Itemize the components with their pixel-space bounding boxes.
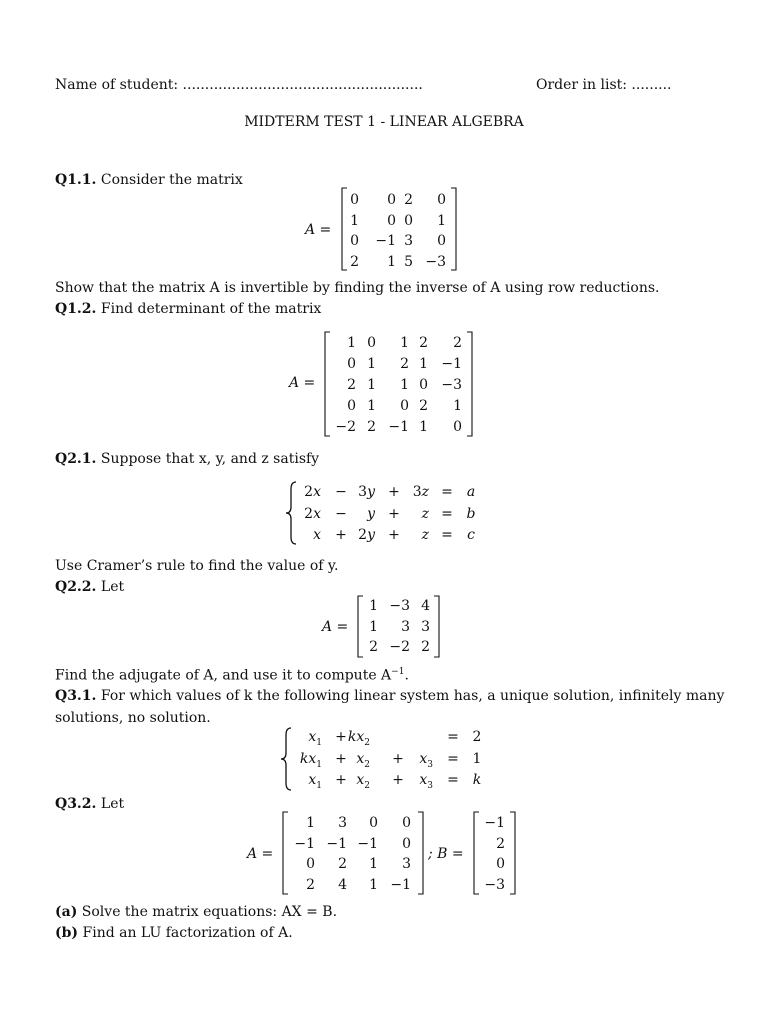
matrix-cell: 1 [419, 419, 428, 435]
matrix-cell: 2 [369, 639, 378, 655]
vector-cell: 2 [496, 835, 505, 852]
q2-2-inverse-exponent: −1 [391, 667, 405, 677]
matrix-cell: 1 [347, 335, 356, 351]
q1-1-instruction: Show that the matrix A is invertible by finding the inverse of A using row reductions. [55, 280, 660, 296]
system-term: 1 [472, 750, 482, 767]
matrix-cell: 0 [402, 815, 411, 831]
matrix-cell: 2 [453, 335, 462, 351]
vector-cell: 0 [496, 856, 505, 872]
system-term: 2y [358, 527, 375, 543]
matrix-cell: 3 [421, 618, 430, 635]
matrix-cell: 2 [367, 419, 376, 435]
matrix-cell: 0 [306, 856, 315, 872]
system-term: + [335, 772, 347, 788]
system-term: + [388, 484, 400, 500]
q2-2-label: Q2.2. [55, 579, 97, 595]
system-term: c [467, 527, 475, 543]
system-term: + [335, 729, 347, 745]
matrix-cell: 1 [367, 398, 376, 414]
q2-2-intro-text: Let [100, 579, 125, 595]
vector-cell: −3 [484, 876, 505, 893]
q2-2-matrix-label: A = [322, 619, 349, 635]
system-term: + [335, 750, 347, 767]
q2-2-right-bracket [433, 596, 443, 657]
system-term: − [335, 505, 347, 522]
matrix-cell: 0 [400, 398, 409, 414]
matrix-cell: 4 [421, 598, 430, 614]
matrix-cell: 1 [387, 253, 396, 270]
matrix-cell: 2 [421, 639, 430, 655]
system-term: = [447, 729, 459, 745]
system-term: 3z [412, 484, 429, 500]
q2-2-intro [55, 580, 124, 594]
q3-1-line2: solutions, no solution. [55, 710, 211, 726]
q1-1-label: Q1.1. [55, 172, 97, 188]
matrix-cell: 3 [404, 233, 413, 249]
matrix-cell: 0 [437, 192, 446, 208]
q1-1-intro [55, 173, 243, 187]
matrix-cell: 1 [350, 212, 359, 229]
matrix-cell: −1 [388, 419, 409, 435]
q3-2-intro [55, 797, 124, 811]
matrix-cell: 2 [419, 398, 428, 414]
matrix-cell: −1 [390, 876, 411, 893]
matrix-cell: −1 [375, 233, 396, 249]
matrix-cell: 1 [437, 212, 446, 229]
matrix-cell: 0 [347, 356, 356, 372]
system-term: 2 [472, 729, 482, 745]
system-term: $x_3$ [419, 772, 433, 791]
matrix-cell: 3 [338, 815, 347, 831]
q1-1-matrix-label: A = [305, 222, 332, 238]
q3-2-part-a-label: (a) [55, 904, 78, 920]
q1-2-matrix-label: A = [289, 375, 316, 391]
system-term: z [421, 527, 429, 543]
matrix-cell: 1 [369, 598, 378, 614]
matrix-cell: 0 [387, 192, 396, 208]
q3-2-right-bracket [417, 812, 427, 894]
system-term: x [313, 527, 321, 543]
matrix-cell: 1 [369, 856, 378, 872]
q3-2-part-b-label: (b) [55, 925, 79, 941]
matrix-cell: −1 [294, 835, 315, 852]
q3-2-part-b [55, 926, 293, 940]
matrix-cell: 3 [402, 856, 411, 872]
matrix-cell: −1 [326, 835, 347, 852]
matrix-cell: 0 [404, 212, 413, 229]
matrix-cell: 2 [347, 377, 356, 393]
system-term: = [441, 484, 453, 500]
matrix-cell: −1 [357, 835, 378, 852]
system-term: − [335, 484, 347, 500]
matrix-cell: 1 [369, 618, 378, 635]
system-term: $x_1$ [308, 729, 322, 748]
system-term: k [472, 772, 482, 788]
matrix-cell: 2 [404, 192, 413, 208]
matrix-cell: 1 [400, 335, 409, 351]
matrix-cell: 0 [453, 419, 462, 435]
matrix-cell: 0 [387, 212, 396, 229]
matrix-cell: −3 [425, 253, 446, 270]
system-term: $kx_2$ [347, 729, 370, 748]
q2-1-intro [55, 452, 319, 466]
matrix-cell: 0 [437, 233, 446, 249]
q2-1-instruction: Use Cramer’s rule to find the value of y. [55, 558, 339, 574]
matrix-cell: 2 [338, 856, 347, 872]
q3-2-intro-text: Let [100, 796, 125, 812]
matrix-cell: 0 [350, 233, 359, 249]
matrix-cell: 0 [369, 815, 378, 831]
q3-2-part-a [55, 905, 337, 919]
matrix-cell: 0 [347, 398, 356, 414]
system-term: + [392, 772, 404, 788]
q2-2-instruction-end: . [404, 667, 409, 684]
matrix-cell: 0 [350, 192, 359, 208]
matrix-cell: −1 [441, 356, 462, 372]
matrix-cell: 0 [402, 835, 411, 852]
matrix-cell: 1 [419, 356, 428, 372]
system-term: $x_3$ [419, 750, 433, 770]
system-term: = [447, 772, 459, 788]
system-term: a [466, 484, 476, 500]
q1-1-intro-text: Consider the matrix [100, 172, 243, 188]
student-name-line: Name of student: ...................................................... [55, 77, 423, 93]
q1-2-intro-text: Find determinant of the matrix [100, 301, 322, 317]
matrix-cell: 1 [453, 398, 462, 414]
q3-2-vector-right-bracket [509, 812, 519, 894]
q3-1-line1 [55, 689, 724, 703]
matrix-cell: −2 [335, 419, 356, 435]
system-term: z [421, 505, 429, 522]
q1-2-intro [55, 302, 321, 316]
q3-2-b-label: ; B = [428, 846, 464, 862]
system-term: = [441, 527, 453, 543]
system-term: + [335, 527, 347, 543]
matrix-cell: 4 [338, 876, 347, 893]
page-title: MIDTERM TEST 1 - LINEAR ALGEBRA [244, 114, 524, 130]
matrix-cell: 3 [401, 618, 410, 635]
q3-1-line1-text: For which values of k the following linear system has, a unique solution, infinitely many [100, 688, 725, 704]
q3-1-label: Q3.1. [55, 688, 97, 704]
order-in-list-line: Order in list: ......... [536, 77, 672, 93]
matrix-cell: 0 [367, 335, 376, 351]
q2-2-instruction [55, 668, 409, 683]
matrix-cell: 1 [367, 356, 376, 372]
q3-2-matrix-label: A = [247, 846, 274, 862]
matrix-cell: 2 [350, 253, 359, 270]
q2-2-instruction-text: Find the adjugate of A, and use it to compute A [55, 667, 392, 684]
matrix-cell: 1 [400, 377, 409, 393]
system-term: + [388, 505, 400, 522]
system-term: + [392, 750, 404, 767]
matrix-cell: 1 [369, 876, 378, 893]
q3-2-part-b-text: Find an LU factorization of A. [82, 925, 293, 941]
matrix-cell: 0 [419, 377, 428, 393]
matrix-cell: 1 [306, 815, 315, 831]
matrix-cell: 2 [400, 356, 409, 372]
matrix-cell: 1 [367, 377, 376, 393]
q1-2-right-bracket [466, 332, 476, 436]
q1-1-right-bracket [450, 188, 460, 270]
matrix-cell: −2 [389, 639, 410, 655]
q2-1-intro-text: Suppose that x, y, and z satisfy [100, 451, 320, 467]
system-term: $kx_1$ [299, 750, 322, 770]
q2-1-label: Q2.1. [55, 451, 97, 467]
system-term: + [388, 527, 400, 543]
system-term: 2x [304, 505, 321, 522]
system-term: = [447, 750, 459, 767]
system-term: = [441, 505, 453, 522]
matrix-cell: 2 [306, 876, 315, 893]
system-term: $x_1$ [308, 772, 322, 791]
system-term: 2x [304, 484, 321, 500]
matrix-cell: 2 [419, 335, 428, 351]
system-term: 3y [358, 484, 375, 500]
matrix-cell: 5 [404, 253, 413, 270]
vector-cell: −1 [484, 815, 505, 831]
matrix-cell: −3 [389, 598, 410, 614]
system-term: $x_2$ [356, 750, 370, 770]
system-term: y [367, 505, 375, 522]
system-term: $x_2$ [356, 772, 370, 791]
system-term: b [466, 505, 476, 522]
matrix-cell: −3 [441, 377, 462, 393]
q3-2-part-a-text: Solve the matrix equations: AX = B. [81, 904, 338, 920]
q1-2-label: Q1.2. [55, 301, 97, 317]
q3-2-label: Q3.2. [55, 796, 97, 812]
